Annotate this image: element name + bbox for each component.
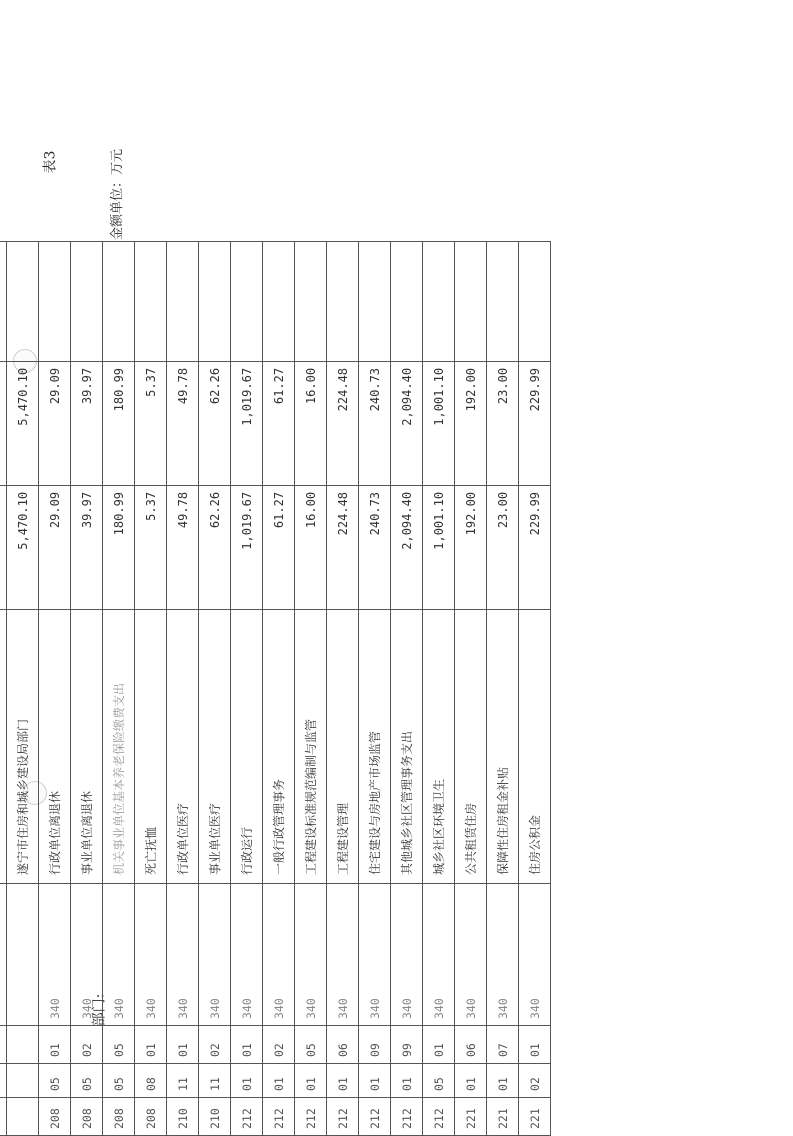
cell-kuan: 11 <box>167 1064 199 1098</box>
summary-row <box>7 241 39 1135</box>
cell-lei: 212 <box>359 1098 391 1136</box>
cell-unit-name: 一般行政管理事务 <box>263 609 295 883</box>
cell-kuan: 05 <box>103 1064 135 1098</box>
cell-unit-name: 保障性住房租金补贴 <box>487 609 519 883</box>
cell-unit-name: 工程建设管理 <box>327 609 359 883</box>
cell-current-year: 1,019.67 <box>231 361 263 485</box>
cell-kuan: 01 <box>263 1064 295 1098</box>
cell-unit-name: 城乡社区环境卫生 <box>423 609 455 883</box>
cell-current-year: 23.00 <box>487 361 519 485</box>
department-label: 部门: <box>91 993 108 1027</box>
cell-current-year: 61.27 <box>263 361 295 485</box>
summary-carry <box>7 241 39 361</box>
cell-lei: 212 <box>231 1098 263 1136</box>
cell-current-year: 16.00 <box>295 361 327 485</box>
table-row <box>135 241 167 1135</box>
table-number-label: 表3 <box>42 150 59 174</box>
summary-name: 遂宁市住房和城乡建设局部门 <box>7 609 39 883</box>
cell-xiang: 02 <box>263 1026 295 1064</box>
cell-kuan: 01 <box>455 1064 487 1098</box>
cell-unit-code: 340 <box>455 884 487 1026</box>
cell-current-year: 39.97 <box>71 361 103 485</box>
cell-kuan: 01 <box>231 1064 263 1098</box>
unit-label: 金额单位：万元 <box>110 148 126 241</box>
table-row <box>103 241 135 1135</box>
cell-total: 49.78 <box>167 485 199 609</box>
cell-unit-code: 340 <box>487 884 519 1026</box>
cell-lei: 212 <box>391 1098 423 1136</box>
cell-unit-code: 340 <box>199 884 231 1026</box>
cell-lei: 208 <box>135 1098 167 1136</box>
cell-total: 1,019.67 <box>231 485 263 609</box>
cell-kuan: 01 <box>487 1064 519 1098</box>
table-row <box>231 241 263 1135</box>
cell-current-year: 224.48 <box>327 361 359 485</box>
summary-current: 5,470.10 <box>7 361 39 485</box>
table-row <box>199 241 231 1135</box>
cell-total: 180.99 <box>103 485 135 609</box>
cell-carryover <box>359 241 391 361</box>
cell-xiang: 01 <box>167 1026 199 1064</box>
cell-xiang: 02 <box>71 1026 103 1064</box>
cell-kuan: 05 <box>39 1064 71 1098</box>
cell-unit-name: 住房公积金 <box>519 609 551 883</box>
cell-kuan: 02 <box>519 1064 551 1098</box>
table-body <box>0 241 551 1135</box>
cell-current-year: 49.78 <box>167 361 199 485</box>
cell-unit-name: 工程建设标准规范编制与监管 <box>295 609 327 883</box>
cell-carryover <box>167 241 199 361</box>
cell-carryover <box>295 241 327 361</box>
cell-unit-name: 事业单位医疗 <box>199 609 231 883</box>
cell-unit-name: 住宅建设与房地产市场监管 <box>359 609 391 883</box>
cell-lei: 210 <box>199 1098 231 1136</box>
cell-carryover <box>199 241 231 361</box>
table-row <box>327 241 359 1135</box>
cell-xiang: 99 <box>391 1026 423 1064</box>
cell-unit-name: 行政单位离退休 <box>39 609 71 883</box>
cell-current-year: 1,001.10 <box>423 361 455 485</box>
cell-kuan: 01 <box>295 1064 327 1098</box>
table-row <box>391 241 423 1135</box>
cell-xiang: 01 <box>519 1026 551 1064</box>
table-row <box>71 241 103 1135</box>
cell-carryover <box>263 241 295 361</box>
cell-total: 61.27 <box>263 485 295 609</box>
cell-xiang: 05 <box>103 1026 135 1064</box>
cell-carryover <box>231 241 263 361</box>
cell-carryover <box>487 241 519 361</box>
cell-lei: 221 <box>487 1098 519 1136</box>
cell-total: 23.00 <box>487 485 519 609</box>
cell-unit-code: 340 <box>359 884 391 1026</box>
cell-current-year: 240.73 <box>359 361 391 485</box>
cell-carryover <box>455 241 487 361</box>
cell-total: 240.73 <box>359 485 391 609</box>
cell-unit-code: 340 <box>327 884 359 1026</box>
cell-kuan: 01 <box>327 1064 359 1098</box>
cell-kuan: 11 <box>199 1064 231 1098</box>
cell-kuan: 05 <box>423 1064 455 1098</box>
cell-xiang: 02 <box>199 1026 231 1064</box>
cell-total: 2,094.40 <box>391 485 423 609</box>
cell-xiang: 01 <box>423 1026 455 1064</box>
table-row <box>519 241 551 1135</box>
cell-xiang: 01 <box>231 1026 263 1064</box>
cell-xiang: 05 <box>295 1026 327 1064</box>
cell-xiang: 09 <box>359 1026 391 1064</box>
cell-unit-code: 340 <box>231 884 263 1026</box>
table-row <box>295 241 327 1135</box>
summary-total: 5,470.10 <box>7 485 39 609</box>
cell-xiang: 07 <box>487 1026 519 1064</box>
cell-unit-name: 公共租赁住房 <box>455 609 487 883</box>
cell-unit-code: 340 <box>295 884 327 1026</box>
cell-carryover <box>327 241 359 361</box>
cell-current-year: 180.99 <box>103 361 135 485</box>
cell-unit-name: 行政单位医疗 <box>167 609 199 883</box>
cell-carryover <box>423 241 455 361</box>
cell-unit-code: 340 <box>167 884 199 1026</box>
cell-unit-code: 340 <box>103 884 135 1026</box>
cell-lei: 221 <box>519 1098 551 1136</box>
cell-kuan: 08 <box>135 1064 167 1098</box>
table-row <box>39 241 71 1135</box>
cell-lei: 212 <box>327 1098 359 1136</box>
cell-current-year: 192.00 <box>455 361 487 485</box>
cell-current-year: 229.99 <box>519 361 551 485</box>
cell-unit-name: 行政运行 <box>231 609 263 883</box>
cell-unit-code: 340 <box>39 884 71 1026</box>
cell-current-year: 5.37 <box>135 361 167 485</box>
budget-table <box>0 241 551 1136</box>
cell-carryover <box>135 241 167 361</box>
cell-unit-code: 340 <box>519 884 551 1026</box>
cell-unit-code: 340 <box>423 884 455 1026</box>
table-row <box>359 241 391 1135</box>
cell-lei: 221 <box>455 1098 487 1136</box>
cell-total: 1,001.10 <box>423 485 455 609</box>
cell-xiang: 06 <box>327 1026 359 1064</box>
cell-lei: 210 <box>167 1098 199 1136</box>
cell-total: 62.26 <box>199 485 231 609</box>
rotated-sheet <box>0 242 542 1136</box>
cell-total: 5.37 <box>135 485 167 609</box>
cell-unit-code: 340 <box>263 884 295 1026</box>
cell-total: 29.09 <box>39 485 71 609</box>
cell-unit-code: 340 <box>391 884 423 1026</box>
cell-xiang: 06 <box>455 1026 487 1064</box>
cell-lei: 208 <box>103 1098 135 1136</box>
cell-xiang: 01 <box>135 1026 167 1064</box>
table-row <box>455 241 487 1135</box>
cell-unit-name: 机关事业单位基本养老保险缴费支出 <box>103 609 135 883</box>
cell-total: 224.48 <box>327 485 359 609</box>
cell-carryover <box>519 241 551 361</box>
cell-current-year: 2,094.40 <box>391 361 423 485</box>
cell-carryover <box>391 241 423 361</box>
cell-kuan: 01 <box>391 1064 423 1098</box>
table-row <box>423 241 455 1135</box>
cell-current-year: 29.09 <box>39 361 71 485</box>
cell-lei: 208 <box>39 1098 71 1136</box>
cell-unit-name: 其他城乡社区管理事务支出 <box>391 609 423 883</box>
cell-lei: 212 <box>295 1098 327 1136</box>
cell-carryover <box>103 241 135 361</box>
cell-total: 192.00 <box>455 485 487 609</box>
cell-lei: 212 <box>423 1098 455 1136</box>
cell-unit-name: 死亡抚恤 <box>135 609 167 883</box>
table-row <box>263 241 295 1135</box>
cell-lei: 208 <box>71 1098 103 1136</box>
cell-kuan: 05 <box>71 1064 103 1098</box>
table-row <box>167 241 199 1135</box>
cell-carryover <box>39 241 71 361</box>
cell-total: 39.97 <box>71 485 103 609</box>
cell-xiang: 01 <box>39 1026 71 1064</box>
cell-lei: 212 <box>263 1098 295 1136</box>
cell-kuan: 01 <box>359 1064 391 1098</box>
table-row <box>487 241 519 1135</box>
cell-total: 16.00 <box>295 485 327 609</box>
cell-total: 229.99 <box>519 485 551 609</box>
cell-unit-code: 340 <box>71 884 103 1026</box>
cell-current-year: 62.26 <box>199 361 231 485</box>
cell-unit-name: 事业单位离退休 <box>71 609 103 883</box>
cell-carryover <box>71 241 103 361</box>
cell-unit-code: 340 <box>135 884 167 1026</box>
